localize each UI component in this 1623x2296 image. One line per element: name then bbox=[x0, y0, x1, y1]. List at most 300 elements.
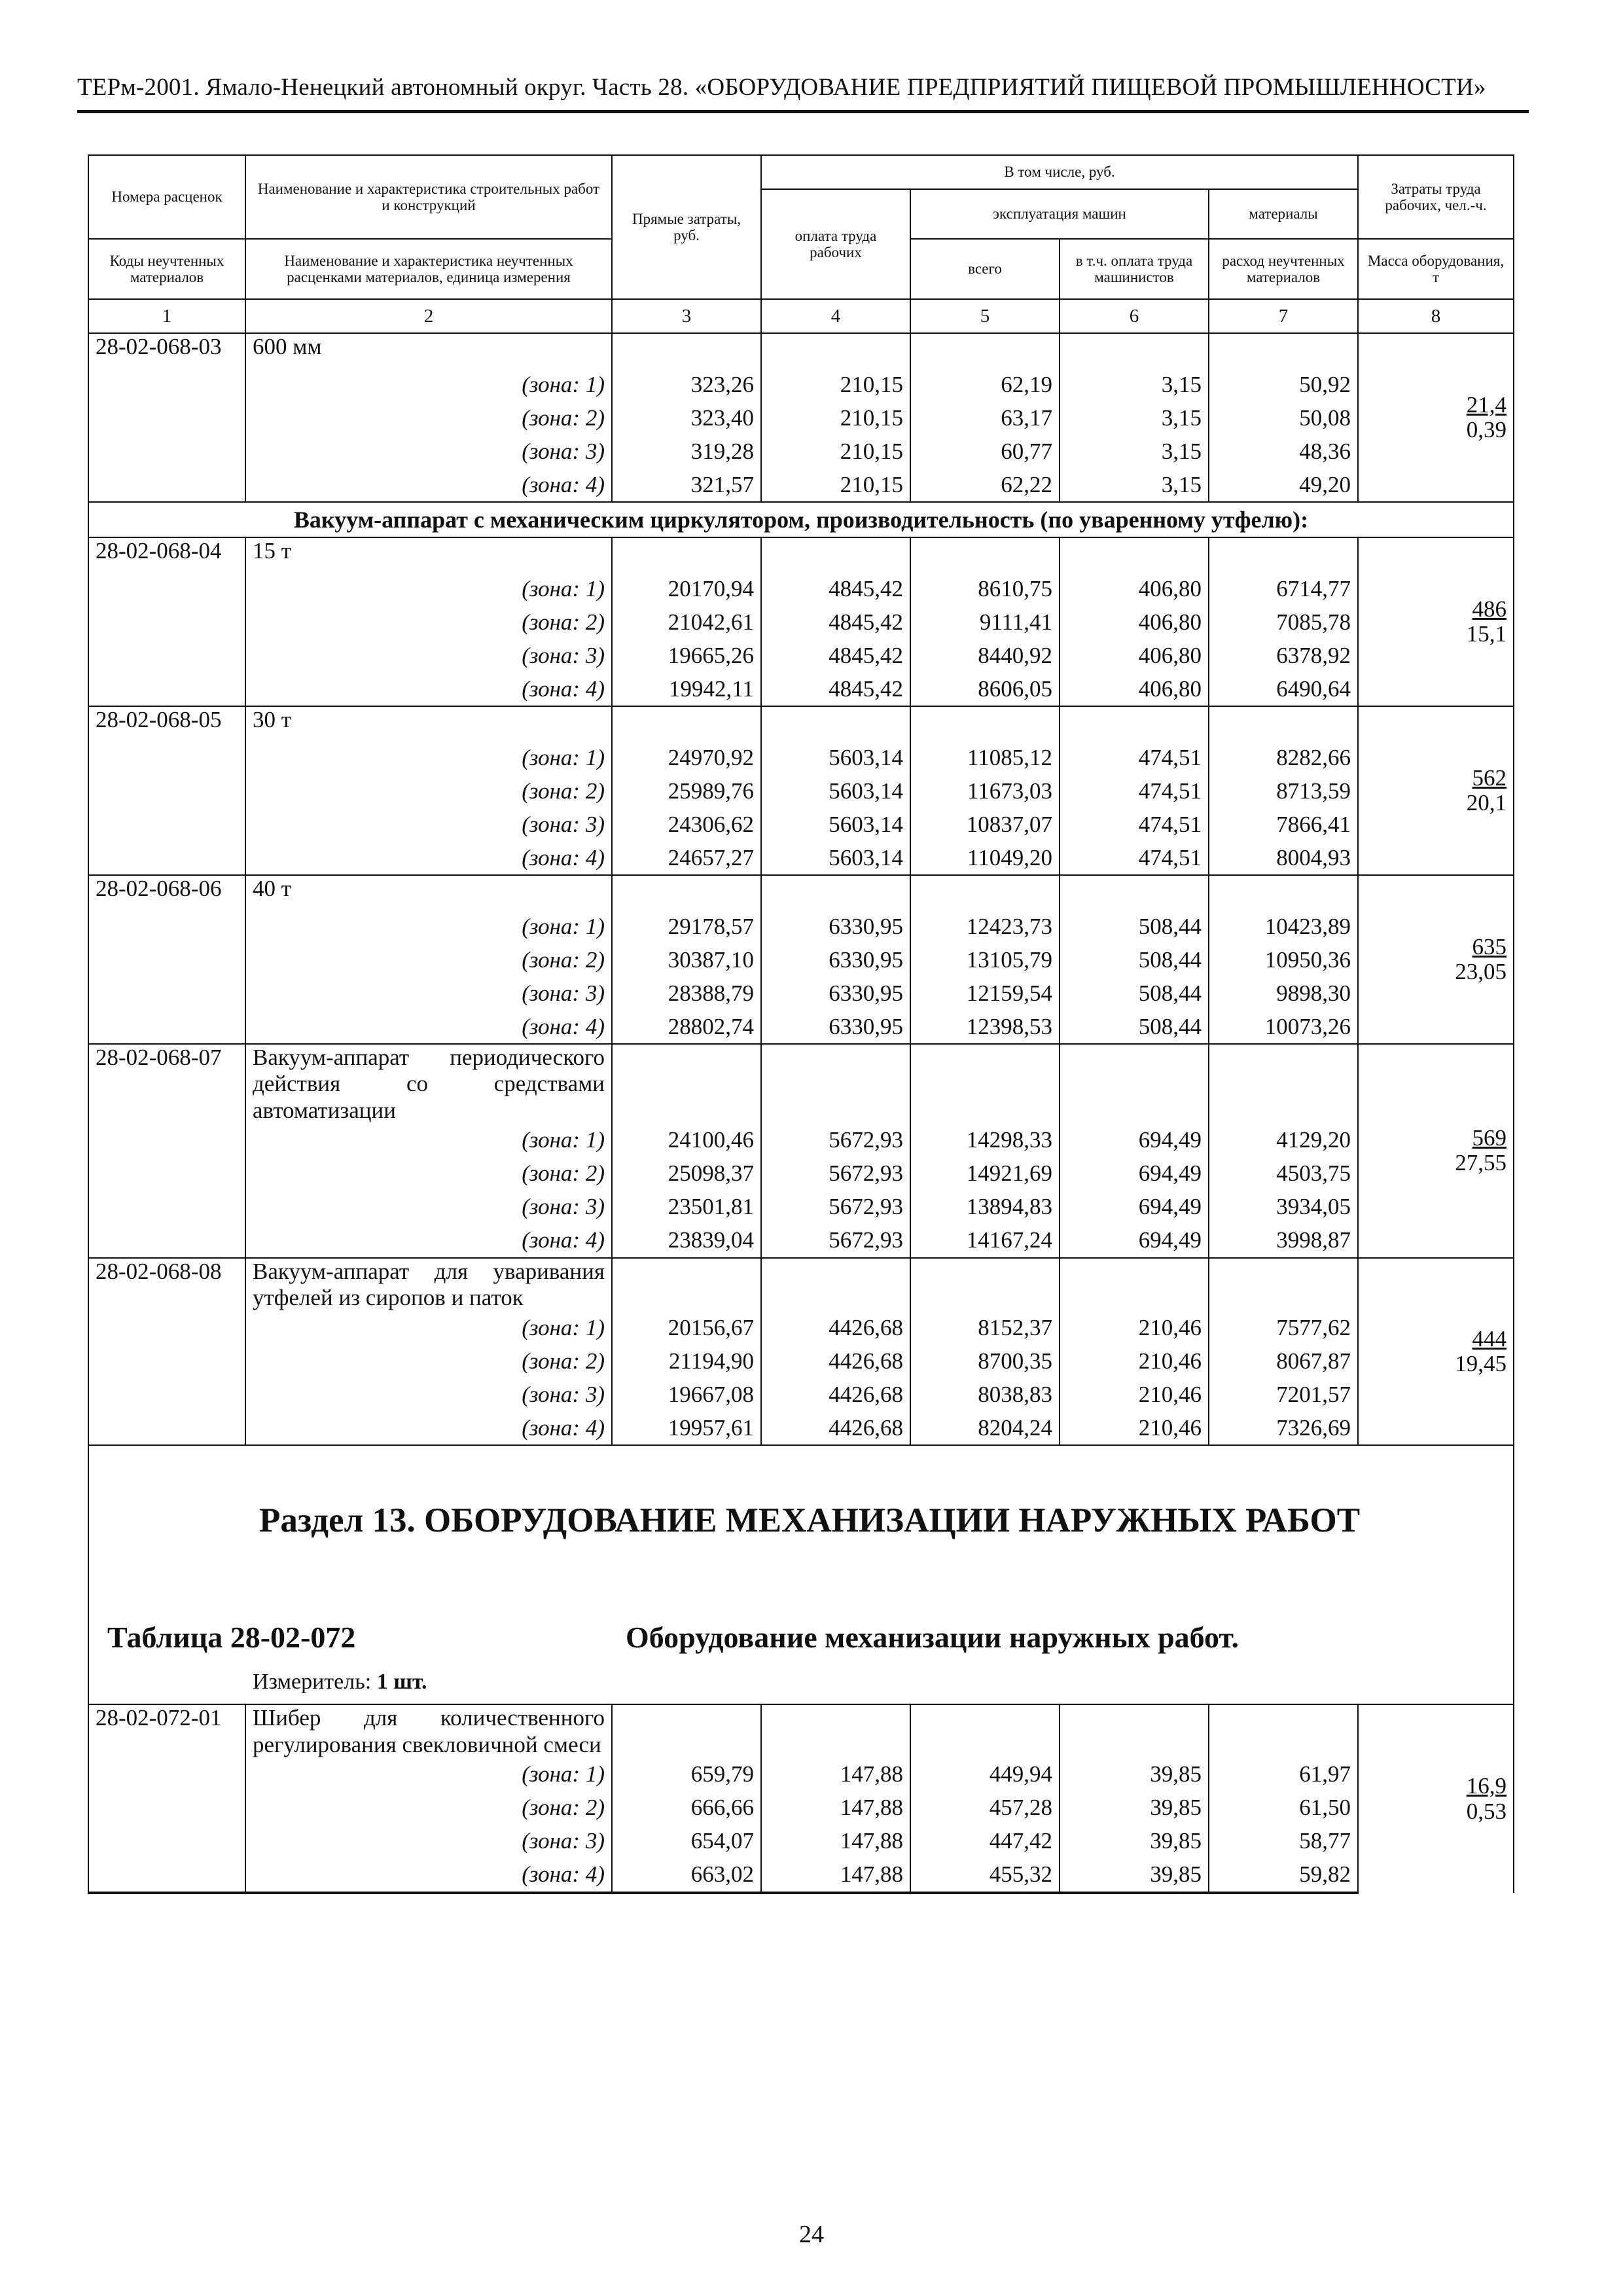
zone-row bbox=[88, 1157, 1514, 1191]
labor-costs-value: 16,9 bbox=[1466, 1773, 1507, 1799]
operator-pay: 3,15 bbox=[1060, 401, 1209, 435]
machine-cost: 8152,37 bbox=[910, 1311, 1060, 1344]
zone-row bbox=[88, 1344, 1514, 1378]
col-machine-operation: эксплуатация машин bbox=[910, 189, 1209, 239]
empty-cell bbox=[88, 1157, 245, 1191]
zone-row bbox=[88, 808, 1514, 841]
zone-row bbox=[88, 1124, 1514, 1157]
labor-pay: 6330,95 bbox=[761, 1010, 910, 1044]
materials-cost: 50,92 bbox=[1209, 368, 1358, 401]
col-labor-costs: Затраты труда рабочих, чел.-ч. bbox=[1358, 155, 1514, 239]
materials-cost: 7201,57 bbox=[1209, 1378, 1358, 1411]
empty-cell bbox=[88, 1224, 245, 1258]
labor-pay: 4426,68 bbox=[761, 1311, 910, 1344]
empty-cell bbox=[761, 1704, 910, 1758]
zone-label: (зона: 1) bbox=[245, 910, 612, 943]
empty-cell bbox=[910, 1044, 1060, 1124]
col-equipment-mass: Масса оборудования, т bbox=[1358, 239, 1514, 299]
running-header: ТЕРм-2001. Ямало-Ненецкий автономный округ. Часть 28. «ОБОРУДОВАНИЕ ПРЕДПРИЯТИЙ ПИЩЕВОЙ ПРОМЫШЛЕННОСТИ» bbox=[77, 74, 1486, 101]
direct-cost: 24306,62 bbox=[612, 808, 761, 841]
operator-pay: 3,15 bbox=[1060, 468, 1209, 502]
empty-cell bbox=[88, 639, 245, 672]
operator-pay: 3,15 bbox=[1060, 435, 1209, 468]
materials-cost: 7326,69 bbox=[1209, 1411, 1358, 1445]
materials-cost: 7577,62 bbox=[1209, 1311, 1358, 1344]
operator-pay: 474,51 bbox=[1060, 841, 1209, 875]
empty-cell bbox=[910, 537, 1060, 572]
empty-cell bbox=[88, 572, 245, 605]
labor-mass-cell bbox=[1358, 333, 1514, 502]
zone-label: (зона: 3) bbox=[245, 808, 612, 841]
rate-name: Вакуум-аппарат для уваривания утфелей из сиропов и паток bbox=[245, 1258, 612, 1312]
empty-cell bbox=[88, 741, 245, 774]
zone-label: (зона: 2) bbox=[245, 605, 612, 639]
labor-pay: 147,88 bbox=[761, 1858, 910, 1893]
machine-cost: 447,42 bbox=[910, 1825, 1060, 1858]
rate-row bbox=[88, 1258, 1514, 1312]
machine-cost: 8606,05 bbox=[910, 672, 1060, 706]
direct-cost: 23839,04 bbox=[612, 1224, 761, 1258]
unit-label: Измеритель: bbox=[253, 1670, 372, 1695]
zone-label: (зона: 2) bbox=[245, 1157, 612, 1191]
empty-cell bbox=[88, 1791, 245, 1825]
zone-label: (зона: 4) bbox=[245, 841, 612, 875]
rate-row bbox=[88, 537, 1514, 572]
labor-pay: 4845,42 bbox=[761, 572, 910, 605]
rate-name: Шибер для количественного регулирования свекловичной смеси bbox=[245, 1704, 612, 1758]
equipment-mass-value: 0,39 bbox=[1466, 417, 1507, 442]
direct-cost: 25989,76 bbox=[612, 774, 761, 808]
materials-cost: 49,20 bbox=[1209, 468, 1358, 502]
rate-code: 28-02-072-01 bbox=[88, 1704, 245, 1758]
col-direct-costs: Прямые затраты, руб. bbox=[612, 155, 761, 299]
machine-cost: 10837,07 bbox=[910, 808, 1060, 841]
zone-row bbox=[88, 977, 1514, 1010]
unit-line bbox=[253, 1670, 427, 1695]
zone-row bbox=[88, 401, 1514, 435]
zone-label: (зона: 1) bbox=[245, 368, 612, 401]
empty-cell bbox=[88, 943, 245, 977]
machine-cost: 8440,92 bbox=[910, 639, 1060, 672]
section-title: Раздел 13. ОБОРУДОВАНИЕ МЕХАНИЗАЦИИ НАРУЖНЫХ РАБОТ bbox=[259, 1501, 1361, 1540]
zone-row bbox=[88, 1378, 1514, 1411]
empty-cell bbox=[1209, 1704, 1358, 1758]
labor-pay: 4845,42 bbox=[761, 605, 910, 639]
labor-pay: 5672,93 bbox=[761, 1224, 910, 1258]
operator-pay: 39,85 bbox=[1060, 1791, 1209, 1825]
equipment-mass-value: 15,1 bbox=[1466, 621, 1507, 647]
operator-pay: 39,85 bbox=[1060, 1758, 1209, 1791]
empty-cell bbox=[761, 537, 910, 572]
column-number: 5 bbox=[910, 299, 1060, 333]
column-number: 1 bbox=[88, 299, 245, 333]
direct-cost: 663,02 bbox=[612, 1858, 761, 1893]
zone-row bbox=[88, 1758, 1514, 1791]
machine-cost: 9111,41 bbox=[910, 605, 1060, 639]
direct-cost: 321,57 bbox=[612, 468, 761, 502]
zone-row bbox=[88, 1191, 1514, 1224]
zone-row bbox=[88, 1791, 1514, 1825]
page-number: 24 bbox=[799, 2221, 824, 2248]
empty-cell bbox=[88, 672, 245, 706]
empty-cell bbox=[88, 1191, 245, 1224]
col-operator-pay: в т.ч. оплата труда машинистов bbox=[1060, 239, 1209, 299]
machine-cost: 14298,33 bbox=[910, 1124, 1060, 1157]
zone-label: (зона: 1) bbox=[245, 741, 612, 774]
machine-cost: 63,17 bbox=[910, 401, 1060, 435]
operator-pay: 508,44 bbox=[1060, 910, 1209, 943]
empty-cell bbox=[1209, 537, 1358, 572]
column-number: 6 bbox=[1060, 299, 1209, 333]
empty-cell bbox=[910, 1258, 1060, 1312]
rate-row bbox=[88, 1704, 1514, 1758]
zone-row bbox=[88, 572, 1514, 605]
direct-cost: 24100,46 bbox=[612, 1124, 761, 1157]
zone-label: (зона: 4) bbox=[245, 1010, 612, 1044]
labor-costs-value: 486 bbox=[1472, 596, 1507, 622]
section-block bbox=[88, 1445, 1514, 1704]
empty-cell bbox=[1209, 706, 1358, 741]
materials-cost: 58,77 bbox=[1209, 1825, 1358, 1858]
col-work-name: Наименование и характеристика строительных работ и конструкций bbox=[245, 155, 612, 239]
zone-row bbox=[88, 1010, 1514, 1044]
operator-pay: 210,46 bbox=[1060, 1411, 1209, 1445]
empty-cell bbox=[88, 1825, 245, 1858]
labor-costs-value: 444 bbox=[1472, 1325, 1507, 1352]
empty-cell bbox=[1209, 1258, 1358, 1312]
materials-cost: 3934,05 bbox=[1209, 1191, 1358, 1224]
equipment-mass-value: 19,45 bbox=[1455, 1351, 1507, 1376]
empty-cell bbox=[1209, 875, 1358, 910]
empty-cell bbox=[88, 910, 245, 943]
machine-cost: 12159,54 bbox=[910, 977, 1060, 1010]
direct-cost: 20170,94 bbox=[612, 572, 761, 605]
zone-row bbox=[88, 1411, 1514, 1445]
zone-row bbox=[88, 639, 1514, 672]
zone-label: (зона: 2) bbox=[245, 943, 612, 977]
machine-cost: 62,22 bbox=[910, 468, 1060, 502]
labor-pay: 5603,14 bbox=[761, 774, 910, 808]
rate-code: 28-02-068-05 bbox=[88, 706, 245, 741]
zone-label: (зона: 4) bbox=[245, 468, 612, 502]
rates-table-body bbox=[88, 333, 1514, 1893]
empty-cell bbox=[88, 774, 245, 808]
empty-cell bbox=[910, 333, 1060, 368]
labor-pay: 210,15 bbox=[761, 401, 910, 435]
table-label: Таблица 28-02-072 bbox=[107, 1621, 356, 1655]
empty-cell bbox=[88, 468, 245, 502]
empty-cell bbox=[910, 1704, 1060, 1758]
labor-mass-cell bbox=[1358, 1258, 1514, 1446]
operator-pay: 406,80 bbox=[1060, 572, 1209, 605]
operator-pay: 474,51 bbox=[1060, 774, 1209, 808]
zone-label: (зона: 1) bbox=[245, 1124, 612, 1157]
empty-cell bbox=[88, 1378, 245, 1411]
operator-pay: 210,46 bbox=[1060, 1344, 1209, 1378]
empty-cell bbox=[88, 435, 245, 468]
empty-cell bbox=[1060, 537, 1209, 572]
empty-cell bbox=[612, 1704, 761, 1758]
empty-cell bbox=[612, 1044, 761, 1124]
machine-cost: 8700,35 bbox=[910, 1344, 1060, 1378]
operator-pay: 3,15 bbox=[1060, 368, 1209, 401]
empty-cell bbox=[612, 537, 761, 572]
materials-cost: 4503,75 bbox=[1209, 1157, 1358, 1191]
direct-cost: 19957,61 bbox=[612, 1411, 761, 1445]
empty-cell bbox=[88, 841, 245, 875]
operator-pay: 694,49 bbox=[1060, 1157, 1209, 1191]
operator-pay: 694,49 bbox=[1060, 1191, 1209, 1224]
direct-cost: 666,66 bbox=[612, 1791, 761, 1825]
col-materials: материалы bbox=[1209, 189, 1358, 239]
zone-row bbox=[88, 1825, 1514, 1858]
empty-cell bbox=[88, 1311, 245, 1344]
empty-cell bbox=[761, 1044, 910, 1124]
materials-cost: 10073,26 bbox=[1209, 1010, 1358, 1044]
rate-name: 40 т bbox=[245, 875, 612, 910]
labor-pay: 147,88 bbox=[761, 1791, 910, 1825]
zone-label: (зона: 2) bbox=[245, 774, 612, 808]
column-number: 4 bbox=[761, 299, 910, 333]
zone-row bbox=[88, 910, 1514, 943]
materials-cost: 8713,59 bbox=[1209, 774, 1358, 808]
direct-cost: 24657,27 bbox=[612, 841, 761, 875]
equipment-mass-value: 23,05 bbox=[1455, 959, 1507, 984]
col-total: всего bbox=[910, 239, 1060, 299]
labor-pay: 5672,93 bbox=[761, 1191, 910, 1224]
direct-cost: 654,07 bbox=[612, 1825, 761, 1858]
empty-cell bbox=[88, 605, 245, 639]
direct-cost: 21042,61 bbox=[612, 605, 761, 639]
empty-cell bbox=[1060, 1258, 1209, 1312]
zone-row bbox=[88, 943, 1514, 977]
rate-name: Вакуум-аппарат периодического действия со средствами автоматизации bbox=[245, 1044, 612, 1124]
machine-cost: 14167,24 bbox=[910, 1224, 1060, 1258]
rate-code: 28-02-068-06 bbox=[88, 875, 245, 910]
zone-label: (зона: 3) bbox=[245, 435, 612, 468]
machine-cost: 457,28 bbox=[910, 1791, 1060, 1825]
materials-cost: 3998,87 bbox=[1209, 1224, 1358, 1258]
labor-costs-value: 562 bbox=[1472, 764, 1507, 791]
materials-cost: 61,50 bbox=[1209, 1791, 1358, 1825]
table-title: Оборудование механизации наружных работ. bbox=[626, 1621, 1240, 1655]
operator-pay: 474,51 bbox=[1060, 741, 1209, 774]
equipment-mass-value: 0,53 bbox=[1466, 1798, 1507, 1824]
labor-costs-value: 635 bbox=[1472, 933, 1507, 960]
labor-pay: 6330,95 bbox=[761, 910, 910, 943]
labor-pay: 210,15 bbox=[761, 468, 910, 502]
direct-cost: 323,26 bbox=[612, 368, 761, 401]
empty-cell bbox=[612, 875, 761, 910]
operator-pay: 406,80 bbox=[1060, 672, 1209, 706]
rates-table-wrap bbox=[88, 154, 1513, 1894]
labor-pay: 4426,68 bbox=[761, 1411, 910, 1445]
section-row bbox=[88, 1445, 1514, 1704]
empty-cell bbox=[1060, 1044, 1209, 1124]
zone-label: (зона: 4) bbox=[245, 1411, 612, 1445]
materials-cost: 59,82 bbox=[1209, 1858, 1358, 1893]
labor-costs-value: 569 bbox=[1472, 1124, 1507, 1151]
materials-cost: 7085,78 bbox=[1209, 605, 1358, 639]
zone-label: (зона: 4) bbox=[245, 672, 612, 706]
labor-pay: 5603,14 bbox=[761, 808, 910, 841]
zone-row bbox=[88, 435, 1514, 468]
materials-cost: 6714,77 bbox=[1209, 572, 1358, 605]
labor-pay: 210,15 bbox=[761, 435, 910, 468]
materials-cost: 10950,36 bbox=[1209, 943, 1358, 977]
direct-cost: 19665,26 bbox=[612, 639, 761, 672]
labor-mass-cell bbox=[1358, 875, 1514, 1044]
labor-mass-cell bbox=[1358, 706, 1514, 875]
empty-cell bbox=[88, 977, 245, 1010]
machine-cost: 13105,79 bbox=[910, 943, 1060, 977]
col-rate-number: Номера расценок bbox=[88, 155, 245, 239]
zone-row bbox=[88, 1858, 1514, 1893]
empty-cell bbox=[761, 333, 910, 368]
labor-mass-cell bbox=[1358, 537, 1514, 706]
empty-cell bbox=[88, 1344, 245, 1378]
zone-label: (зона: 4) bbox=[245, 1224, 612, 1258]
empty-cell bbox=[1060, 333, 1209, 368]
direct-cost: 319,28 bbox=[612, 435, 761, 468]
col-material-names: Наименование и характеристика неучтенных расценками материалов, единица измерения bbox=[245, 239, 612, 299]
rate-row bbox=[88, 333, 1514, 368]
zone-row bbox=[88, 841, 1514, 875]
column-number: 8 bbox=[1358, 299, 1514, 333]
operator-pay: 406,80 bbox=[1060, 639, 1209, 672]
empty-cell bbox=[910, 875, 1060, 910]
rate-row bbox=[88, 706, 1514, 741]
direct-cost: 23501,81 bbox=[612, 1191, 761, 1224]
rates-table bbox=[88, 154, 1514, 1894]
labor-pay: 5672,93 bbox=[761, 1157, 910, 1191]
empty-cell bbox=[1060, 1704, 1209, 1758]
empty-cell bbox=[1060, 706, 1209, 741]
direct-cost: 20156,67 bbox=[612, 1311, 761, 1344]
header-rule bbox=[77, 110, 1529, 113]
machine-cost: 12398,53 bbox=[910, 1010, 1060, 1044]
materials-cost: 9898,30 bbox=[1209, 977, 1358, 1010]
col-unaccounted-materials: расход неучтенных материалов bbox=[1209, 239, 1358, 299]
zone-row bbox=[88, 1224, 1514, 1258]
labor-pay: 5603,14 bbox=[761, 741, 910, 774]
empty-cell bbox=[761, 1258, 910, 1312]
zone-label: (зона: 4) bbox=[245, 1858, 612, 1893]
zone-label: (зона: 3) bbox=[245, 639, 612, 672]
materials-cost: 8067,87 bbox=[1209, 1344, 1358, 1378]
column-numbers-row bbox=[88, 299, 1514, 333]
machine-cost: 12423,73 bbox=[910, 910, 1060, 943]
rate-code: 28-02-068-03 bbox=[88, 333, 245, 368]
labor-pay: 4426,68 bbox=[761, 1378, 910, 1411]
zone-label: (зона: 1) bbox=[245, 1758, 612, 1791]
col-including: В том числе, руб. bbox=[761, 155, 1358, 189]
machine-cost: 8038,83 bbox=[910, 1378, 1060, 1411]
group-heading-row bbox=[88, 502, 1514, 537]
labor-pay: 4845,42 bbox=[761, 639, 910, 672]
direct-cost: 659,79 bbox=[612, 1758, 761, 1791]
rate-row bbox=[88, 875, 1514, 910]
operator-pay: 474,51 bbox=[1060, 808, 1209, 841]
machine-cost: 11049,20 bbox=[910, 841, 1060, 875]
empty-cell bbox=[88, 1411, 245, 1445]
labor-costs-value: 21,4 bbox=[1466, 391, 1507, 418]
empty-cell bbox=[761, 706, 910, 741]
direct-cost: 28388,79 bbox=[612, 977, 761, 1010]
operator-pay: 39,85 bbox=[1060, 1825, 1209, 1858]
column-number: 7 bbox=[1209, 299, 1358, 333]
operator-pay: 694,49 bbox=[1060, 1224, 1209, 1258]
direct-cost: 29178,57 bbox=[612, 910, 761, 943]
operator-pay: 210,46 bbox=[1060, 1311, 1209, 1344]
rate-name: 30 т bbox=[245, 706, 612, 741]
operator-pay: 406,80 bbox=[1060, 605, 1209, 639]
rate-name: 600 мм bbox=[245, 333, 612, 368]
machine-cost: 62,19 bbox=[910, 368, 1060, 401]
zone-row bbox=[88, 774, 1514, 808]
machine-cost: 455,32 bbox=[910, 1858, 1060, 1893]
direct-cost: 323,40 bbox=[612, 401, 761, 435]
machine-cost: 14921,69 bbox=[910, 1157, 1060, 1191]
machine-cost: 449,94 bbox=[910, 1758, 1060, 1791]
machine-cost: 11085,12 bbox=[910, 741, 1060, 774]
labor-pay: 6330,95 bbox=[761, 977, 910, 1010]
labor-pay: 4426,68 bbox=[761, 1344, 910, 1378]
empty-cell bbox=[88, 808, 245, 841]
materials-cost: 7866,41 bbox=[1209, 808, 1358, 841]
group-heading: Вакуум-аппарат с механическим циркулятором, производительность (по уваренному утфелю): bbox=[88, 502, 1514, 537]
operator-pay: 694,49 bbox=[1060, 1124, 1209, 1157]
materials-cost: 50,08 bbox=[1209, 401, 1358, 435]
operator-pay: 508,44 bbox=[1060, 943, 1209, 977]
labor-pay: 4845,42 bbox=[761, 672, 910, 706]
materials-cost: 61,97 bbox=[1209, 1758, 1358, 1791]
labor-pay: 210,15 bbox=[761, 368, 910, 401]
zone-label: (зона: 3) bbox=[245, 1825, 612, 1858]
rate-code: 28-02-068-07 bbox=[88, 1044, 245, 1124]
machine-cost: 13894,83 bbox=[910, 1191, 1060, 1224]
empty-cell bbox=[1209, 333, 1358, 368]
zone-label: (зона: 2) bbox=[245, 1344, 612, 1378]
column-number: 2 bbox=[245, 299, 612, 333]
zone-row bbox=[88, 468, 1514, 502]
empty-cell bbox=[761, 875, 910, 910]
column-number: 3 bbox=[612, 299, 761, 333]
empty-cell bbox=[88, 1858, 245, 1893]
direct-cost: 25098,37 bbox=[612, 1157, 761, 1191]
direct-cost: 24970,92 bbox=[612, 741, 761, 774]
zone-row bbox=[88, 1311, 1514, 1344]
zone-label: (зона: 3) bbox=[245, 1378, 612, 1411]
zone-label: (зона: 1) bbox=[245, 572, 612, 605]
machine-cost: 11673,03 bbox=[910, 774, 1060, 808]
empty-cell bbox=[612, 1258, 761, 1312]
zone-row bbox=[88, 741, 1514, 774]
unit-value: 1 шт. bbox=[376, 1670, 427, 1695]
empty-cell bbox=[612, 706, 761, 741]
zone-row bbox=[88, 605, 1514, 639]
empty-cell bbox=[88, 1124, 245, 1157]
direct-cost: 19667,08 bbox=[612, 1378, 761, 1411]
operator-pay: 210,46 bbox=[1060, 1378, 1209, 1411]
zone-label: (зона: 3) bbox=[245, 977, 612, 1010]
labor-pay: 147,88 bbox=[761, 1758, 910, 1791]
zone-row bbox=[88, 672, 1514, 706]
direct-cost: 19942,11 bbox=[612, 672, 761, 706]
labor-mass-cell bbox=[1358, 1704, 1514, 1893]
col-labor-pay: оплата труда рабочих bbox=[761, 189, 910, 299]
empty-cell bbox=[88, 368, 245, 401]
